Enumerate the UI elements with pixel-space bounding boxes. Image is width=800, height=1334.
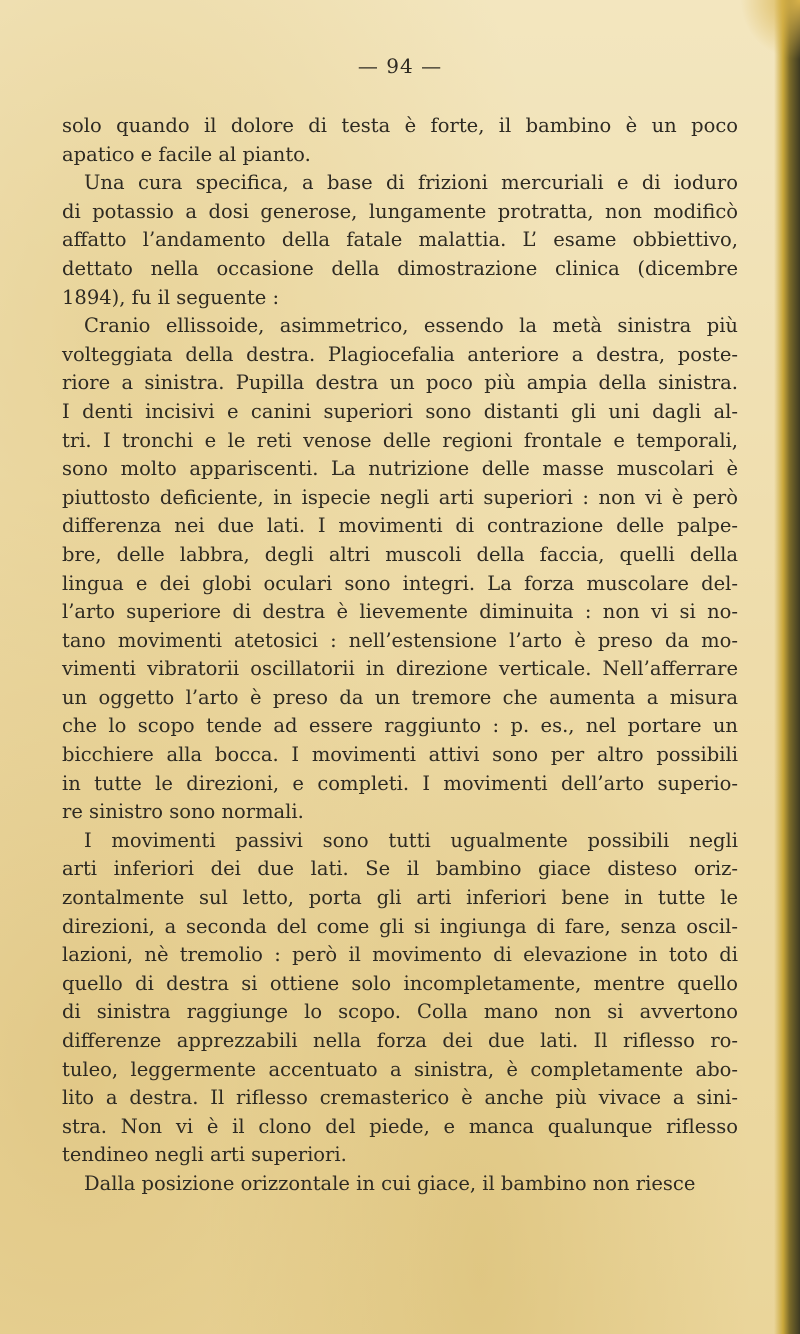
text-line: Dalla posizione orizzontale in cui giace, il bambino non riesce (84, 1171, 696, 1195)
text-line: tuleo, leggermente accentuato a sinistra, è completamente abo- (62, 1057, 738, 1081)
text-line: quello di destra si ottiene solo incompletamente, mentre quello (62, 971, 738, 995)
text-line: lazioni, nè tremolio : però il movimento di elevazione in toto di (62, 943, 738, 967)
text-line: in tutte le direzioni, e completi. I movimenti dell’arto superio- (62, 771, 738, 795)
page-edge-shadow (774, 0, 800, 1334)
text-line: solo quando il dolore di testa è forte, il bambino è un poco (62, 114, 738, 137)
paragraph (62, 112, 738, 169)
text-line: tri. I tronchi e le reti venose delle regioni frontale e temporali, (62, 428, 738, 452)
text-line: vimenti vibratorii oscillatorii in direzione verticale. Nell’afferrare (62, 657, 738, 681)
text-line: piuttosto deficiente, in ispecie negli arti superiori : non vi è però (62, 485, 738, 509)
page-number: — 94 — (357, 54, 443, 78)
text-line: direzioni, a seconda del come gli si ingiunga di fare, senza oscil- (62, 914, 738, 938)
text-line: Una cura specifica, a base di frizioni mercuriali e di ioduro (84, 171, 738, 195)
text-line: differenza nei due lati. I movimenti di contrazione delle palpe- (62, 514, 738, 538)
text-line: arti inferiori dei due lati. Se il bambino giace disteso oriz- (62, 857, 738, 881)
text-line: riore a sinistra. Pupilla destra un poco più ampia della sinistra. (62, 371, 738, 395)
text-line: stra. Non vi è il clono del piede, e manca qualunque riflesso (62, 1114, 738, 1138)
text-line: I movimenti passivi sono tutti ugualmente possibili negli (84, 828, 738, 852)
text-line: di potassio a dosi generose, lungamente protratta, non modificò (62, 199, 738, 223)
text-line: tendineo negli arti superiori. (62, 1143, 347, 1167)
text-line: affatto l’andamento della fatale malattia. L’ esame obbiettivo, (62, 228, 738, 252)
text-line: sono molto appariscenti. La nutrizione delle masse muscolari è (62, 457, 738, 481)
text-line: un oggetto l’arto è preso da un tremore che aumenta a misura (62, 685, 738, 709)
text-line: lito a destra. Il riflesso cremasterico è anche più vivace a sini- (62, 1086, 738, 1110)
text-line: Cranio ellissoide, asimmetrico, essendo la metà sinistra più (84, 314, 738, 338)
text-line: di sinistra raggiunge lo scopo. Colla mano non si avvertono (62, 1000, 738, 1024)
text-line: zontalmente sul letto, porta gli arti inferiori bene in tutte le (62, 886, 738, 910)
paragraph (62, 827, 738, 1170)
text-line: tano movimenti atetosici : nell’estensione l’arto è preso da mo- (62, 628, 738, 652)
text-line: dettato nella occasione della dimostrazione clinica (dicembre (62, 256, 738, 280)
text-line: differenze apprezzabili nella forza dei due lati. Il riflesso ro- (62, 1029, 738, 1052)
text-line: che lo scopo tende ad essere raggiunto : p. es., nel portare un (62, 714, 738, 738)
text-line: I denti incisivi e canini superiori sono distanti gli uni dagli al- (62, 399, 738, 423)
text-line: re sinistro sono normali. (62, 800, 304, 824)
body-text (62, 112, 738, 1199)
paragraph (62, 1170, 738, 1199)
text-line: l’arto superiore di destra è lievemente diminuita : non vi si no- (62, 600, 738, 624)
paragraph (62, 169, 738, 312)
text-line: lingua e dei globi oculari sono integri. La forza muscolare del- (62, 571, 738, 595)
text-line: apatico e facile al pianto. (62, 142, 311, 166)
text-line: 1894), fu il seguente : (62, 285, 280, 309)
paragraph (62, 312, 738, 827)
page-corner-stain (740, 0, 800, 60)
text-line: bicchiere alla bocca. I movimenti attivi sono per altro possibili (62, 743, 738, 767)
text-line: volteggiata della destra. Plagiocefalia anteriore a destra, poste- (62, 342, 738, 366)
text-line: bre, delle labbra, degli altri muscoli della faccia, quelli della (62, 542, 738, 566)
